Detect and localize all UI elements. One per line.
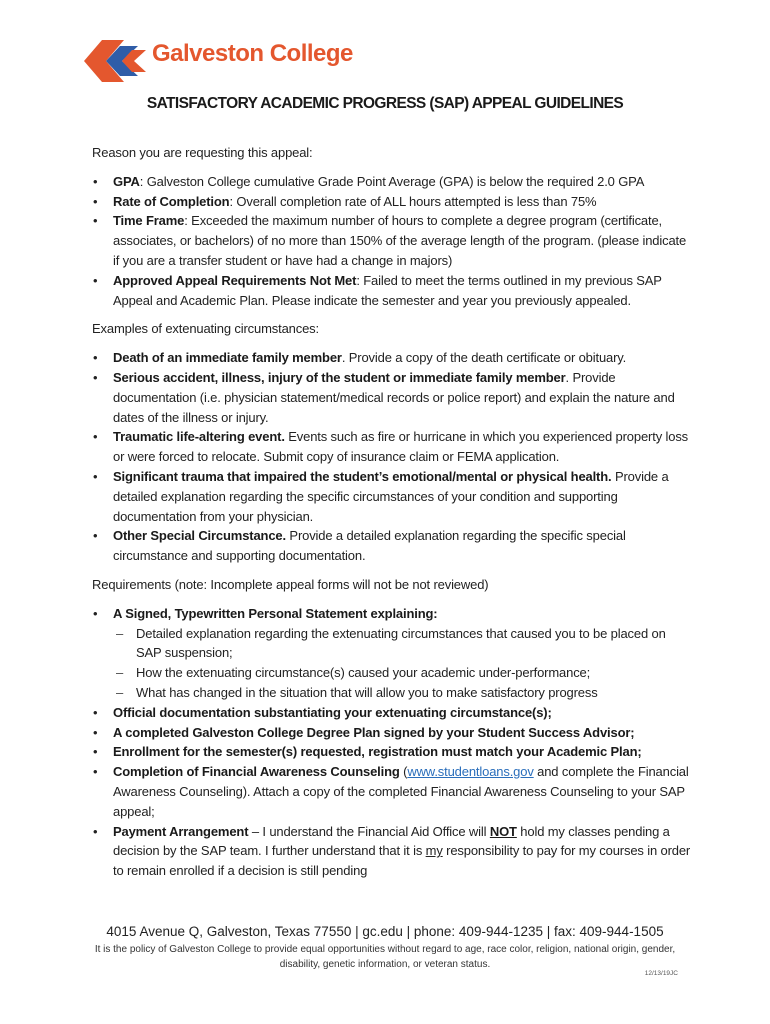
requirement-payment: • Payment Arrangement – I understand the Financial Aid Office will NOT hold my classes pending a decision by the SAP team. I further understand that it is my responsibility to pay for my courses in order to remain enrolled if a decision is still pending	[113, 822, 692, 881]
examples-list	[92, 348, 692, 566]
example-accident: • Serious accident, illness, injury of the student or immediate family member. Provide documentation (i.e. physician statement/medical records or police report) and explain the nature and dates of the illness or injury.	[113, 368, 692, 427]
requirement-personal-statement: • A Signed, Typewritten Personal Statement explaining: – Detailed explanation regarding the extenuating circumstances that caused you to be placed on SAP suspension; – How the extenuating circumstance(s) caused your academic under-performance; – What has changed in the situation that will allow you to make satisfactory progress	[113, 604, 692, 703]
requirement-counseling: • Completion of Financial Awareness Counseling (www.studentloans.gov and complete the Financial Awareness Counseling). Attach a copy of the completed Financial Awareness Counseling to your SAP appeal;	[113, 762, 692, 821]
requirement-degree-plan: • A completed Galveston College Degree Plan signed by your Student Success Advisor;	[113, 723, 692, 743]
requirements-label: Requirements (note: Incomplete appeal forms will not be not reviewed)	[92, 576, 489, 592]
logo-chevron-icon	[84, 38, 154, 84]
requirement-official-docs: • Official documentation substantiating your extenuating circumstance(s);	[113, 703, 692, 723]
requirements-list	[92, 604, 692, 881]
logo-text: Galveston College	[152, 40, 353, 67]
example-death: • Death of an immediate family member. Provide a copy of the death certificate or obituary.	[113, 348, 692, 368]
footer-revision-code: 12/13/19JC	[644, 970, 678, 977]
reason-rate-of-completion: • Rate of Completion: Overall completion rate of ALL hours attempted is less than 75%	[113, 192, 692, 212]
statement-subitems	[113, 624, 692, 703]
studentloans-link[interactable]: www.studentloans.gov	[407, 764, 534, 780]
example-other: • Other Special Circumstance. Provide a detailed explanation regarding the specific special circumstance and supporting documentation.	[113, 526, 692, 566]
footer-policy: It is the policy of Galveston College to provide equal opportunities without regard to age, race color, religion, national origin, gender, disability, genetic information, or veteran status.	[94, 944, 676, 970]
statement-subitem: – What has changed in the situation that will allow you to make satisfactory progress	[136, 683, 692, 703]
statement-subitem: – Detailed explanation regarding the extenuating circumstances that caused you to be placed on SAP suspension;	[136, 624, 692, 664]
page-title: SATISFACTORY ACADEMIC PROGRESS (SAP) APPEAL GUIDELINES	[146, 95, 624, 112]
statement-subitem: – How the extenuating circumstance(s) caused your academic under-performance;	[136, 663, 692, 683]
example-significant-trauma: • Significant trauma that impaired the student’s emotional/mental or physical health. Provide a detailed explanation regarding the specific circumstances of your condition and supporting documentation from your physician.	[113, 467, 692, 526]
reasons-list	[92, 172, 692, 311]
reason-appeal-not-met: • Approved Appeal Requirements Not Met: Failed to meet the terms outlined in my previous SAP Appeal and Academic Plan. Please indicate the semester and year you previously appealed.	[113, 271, 692, 311]
reason-time-frame: • Time Frame: Exceeded the maximum number of hours to complete a degree program (certificate, associates, or bachelors) of no more than 150% of the average length of the program. (please indicate if you are a transfer student or have had a change in majors)	[113, 211, 692, 270]
galveston-college-logo	[84, 38, 364, 84]
footer-address: 4015 Avenue Q, Galveston, Texas 77550 | gc.edu | phone: 409-944-1235 | fax: 409-944-1505	[106, 924, 664, 939]
example-traumatic-event: • Traumatic life-altering event. Events such as fire or hurricane in which you experienced property loss or were forced to relocate. Submit copy of insurance claim or FEMA application.	[113, 427, 692, 467]
reasons-label: Reason you are requesting this appeal:	[92, 145, 313, 160]
document-body	[92, 143, 692, 890]
requirement-enrollment: • Enrollment for the semester(s) requested, registration must match your Academic Plan;	[113, 742, 692, 762]
reason-gpa: • GPA: Galveston College cumulative Grade Point Average (GPA) is below the required 2.0 GPA	[113, 172, 692, 192]
examples-label: Examples of extenuating circumstances:	[92, 321, 319, 337]
